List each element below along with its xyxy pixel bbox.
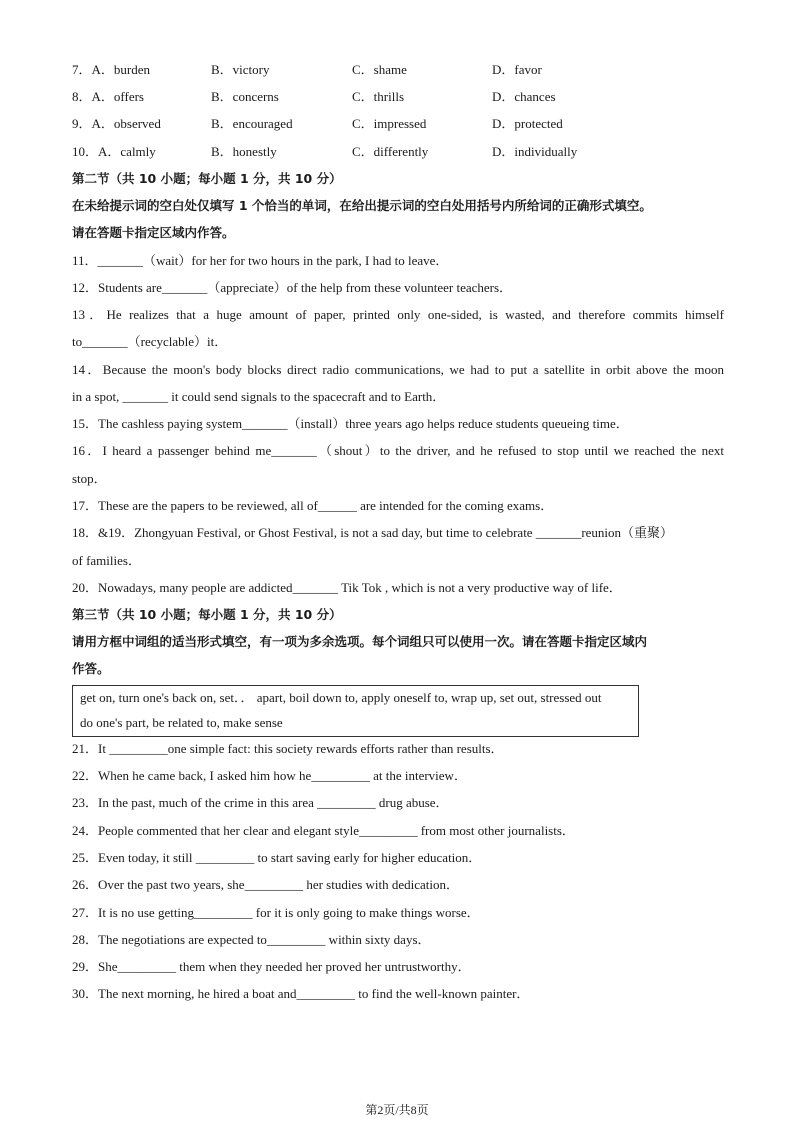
options-row-8 — [72, 88, 724, 106]
question-23: 23．In the past, much of the crime in this area _________ drug abuse． — [72, 795, 449, 810]
question-13-cont: to_______（recyclable）it． — [72, 334, 228, 349]
question-29: 29．She_________ them when they needed her proved her untrustworthy． — [72, 959, 471, 974]
option-b: B．encouraged — [211, 116, 293, 131]
question-21: 21．It _________one simple fact: this society rewards efforts rather than results． — [72, 741, 504, 756]
options-row-7 — [72, 61, 724, 79]
option-c: C．thrills — [352, 89, 405, 104]
section-instruction: 请在答题卡指定区域内作答。 — [72, 225, 235, 240]
question-12: 12．Students are_______（appreciate）of the help from these volunteer teachers． — [72, 280, 513, 295]
question-17: 17．These are the papers to be reviewed, all of______ are intended for the coming exams． — [72, 498, 554, 513]
question-20: 20．Nowadays, many people are addicted_______ Tik Tok , which is not a very productive way of life． — [72, 580, 622, 595]
option-b: B．honestly — [211, 144, 277, 159]
option-d: D．individually — [492, 144, 578, 159]
question-28: 28．The negotiations are expected to_________ within sixty days． — [72, 932, 431, 947]
question-15: 15．The cashless paying system_______（install）three years ago helps reduce students queueing time． — [72, 416, 629, 431]
option-d: D．chances — [492, 89, 556, 104]
option-b: B．victory — [211, 62, 270, 77]
word-bank-box — [72, 685, 639, 737]
option-c: C．differently — [352, 144, 429, 159]
section-heading: 第二节（共 10 小题；每小题 1 分，共 10 分） — [72, 171, 342, 186]
question-14-cont: in a spot, _______ it could send signals to the spacecraft and to Earth． — [72, 389, 446, 404]
question-13: 13．He realizes that a huge amount of paper, printed only one-sided, is wasted, and therefore commits himself — [72, 307, 724, 322]
options-row-9 — [72, 115, 724, 133]
section-heading: 第三节（共 10 小题；每小题 1 分，共 10 分） — [72, 607, 342, 622]
question-26: 26．Over the past two years, she_________ her studies with dedication． — [72, 877, 460, 892]
question-11: 11．_______（wait）for her for two hours in the park, I had to leave． — [72, 253, 449, 268]
section-instruction: 在未给提示词的空白处仅填写 1 个恰当的单词，在给出提示词的空白处用括号内所给词的正确形式填空。 — [72, 198, 652, 213]
word-bank-line: get on, turn one's back on, set．． apart, boil down to, apply oneself to, wrap up, set out, stressed out — [80, 690, 602, 705]
question-18-19: 18．&19．Zhongyuan Festival, or Ghost Festival, is not a sad day, but time to celebrate _______reunion（重聚） — [72, 525, 674, 540]
question-14: 14．Because the moon's body blocks direct radio communications, we had to put a satellite in orbit above the moon — [72, 362, 724, 377]
page-number: 第2页/共8页 — [365, 1103, 429, 1117]
section-instruction: 请用方框中词组的适当形式填空，有一项为多余选项。每个词组只可以使用一次。请在答题卡指定区域内 — [72, 634, 648, 649]
question-16-cont: stop． — [72, 471, 107, 486]
option-c: C．shame — [352, 62, 407, 77]
question-24: 24．People commented that her clear and elegant style_________ from most other journalists． — [72, 823, 575, 838]
options-row-10 — [72, 143, 724, 161]
option-c: C．impressed — [352, 116, 427, 131]
question-22: 22．When he came back, I asked him how he_________ at the interview． — [72, 768, 467, 783]
option-d: D．favor — [492, 62, 542, 77]
question-25: 25．Even today, it still _________ to start saving early for higher education． — [72, 850, 482, 865]
option-a: 8．A．offers — [72, 89, 144, 104]
question-18-19-cont: of families． — [72, 553, 141, 568]
option-d: D．protected — [492, 116, 563, 131]
option-b: B．concerns — [211, 89, 279, 104]
question-30: 30．The next morning, he hired a boat and_________ to find the well-known painter． — [72, 986, 530, 1001]
word-bank-line: do one's part, be related to, make sense — [80, 715, 283, 730]
question-27: 27．It is no use getting_________ for it is only going to make things worse． — [72, 905, 480, 920]
option-a: 10．A．calmly — [72, 144, 156, 159]
option-a: 9．A．observed — [72, 116, 161, 131]
question-16: 16．I heard a passenger behind me_______（shout）to the driver, and he refused to stop until we reached the next — [72, 443, 724, 458]
option-a: 7．A．burden — [72, 62, 151, 77]
section-instruction: 作答。 — [72, 661, 110, 676]
